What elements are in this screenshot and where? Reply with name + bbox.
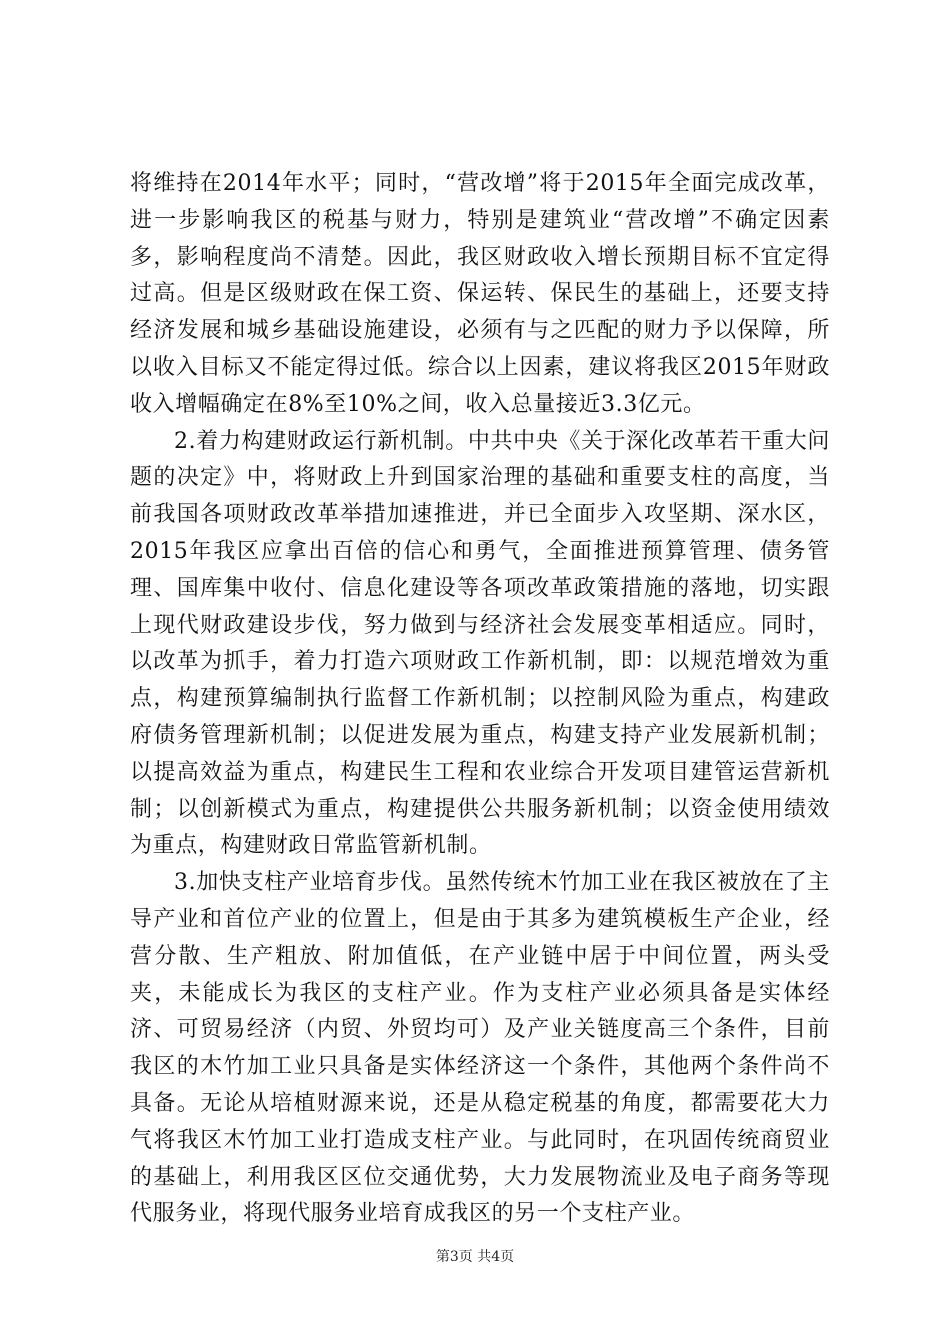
document-body: [130, 166, 830, 1233]
page-number-footer: 第3页 共4页: [435, 1249, 515, 1265]
paragraph-revenue-target: 将维持在2014年水平；同时，“营改增”将于2015年全面完成改革，进一步影响我区的税基与财力，特别是建筑业“营改增”不确定因素多，影响程度尚不清楚。因此，我区财政收入增长预期目标不宜定得过高。但是区级财政在保工资、保运转、保民生的基础上，还要支持经济发展和城乡基础设施建设，必须有与之匹配的财力予以保障，所以收入目标又不能定得过低。综合以上因素，建议将我区2015年财政收入增幅确定在8%至10%之间，收入总量接近3.3亿元。: [130, 171, 830, 417]
paragraph-fiscal-mechanism: 2.着力构建财政运行新机制。中共中央《关于深化改革若干重大问题的决定》中，将财政上升到国家治理的基础和重要支柱的高度，当前我国各项财政改革举措加速推进，并已全面步入攻坚期、深水区，2015年我区应拿出百倍的信心和勇气，全面推进预算管理、债务管理、国库集中收付、信息化建设等各项改革政策措施的落地，切实跟上现代财政建设步伐，努力做到与经济社会发展变革相适应。同时，以改革为抓手，着力打造六项财政工作新机制，即：以规范增效为重点，构建预算编制执行监督工作新机制；以控制风险为重点，构建政府债务管理新机制；以促进发展为重点，构建支持产业发展新机制；以提高效益为重点，构建民生工程和农业综合开发项目建管运营新机制；以创新模式为重点，构建提供公共服务新机制；以资金使用绩效为重点，构建财政日常监管新机制。: [130, 428, 830, 859]
paragraph-pillar-industry: 3.加快支柱产业培育步伐。虽然传统木竹加工业在我区被放在了主导产业和首位产业的位置上，但是由于其多为建筑模板生产企业，经营分散、生产粗放、附加值低，在产业链中居于中间位置，两头受夹，未能成长为我区的支柱产业。作为支柱产业必须具备是实体经济、可贸易经济（内贸、外贸均可）及产业关链度高三个条件，目前我区的木竹加工业只具备是实体经济这一个条件，其他两个条件尚不具备。无论从培植财源来说，还是从稳定税基的角度，都需要花大力气将我区木竹加工业打造成支柱产业。与此同时，在巩固传统商贸业的基础上，利用我区区位交通优势，大力发展物流业及电子商务等现代服务业，将现代服务业培育成我区的另一个支柱产业。: [130, 870, 830, 1227]
